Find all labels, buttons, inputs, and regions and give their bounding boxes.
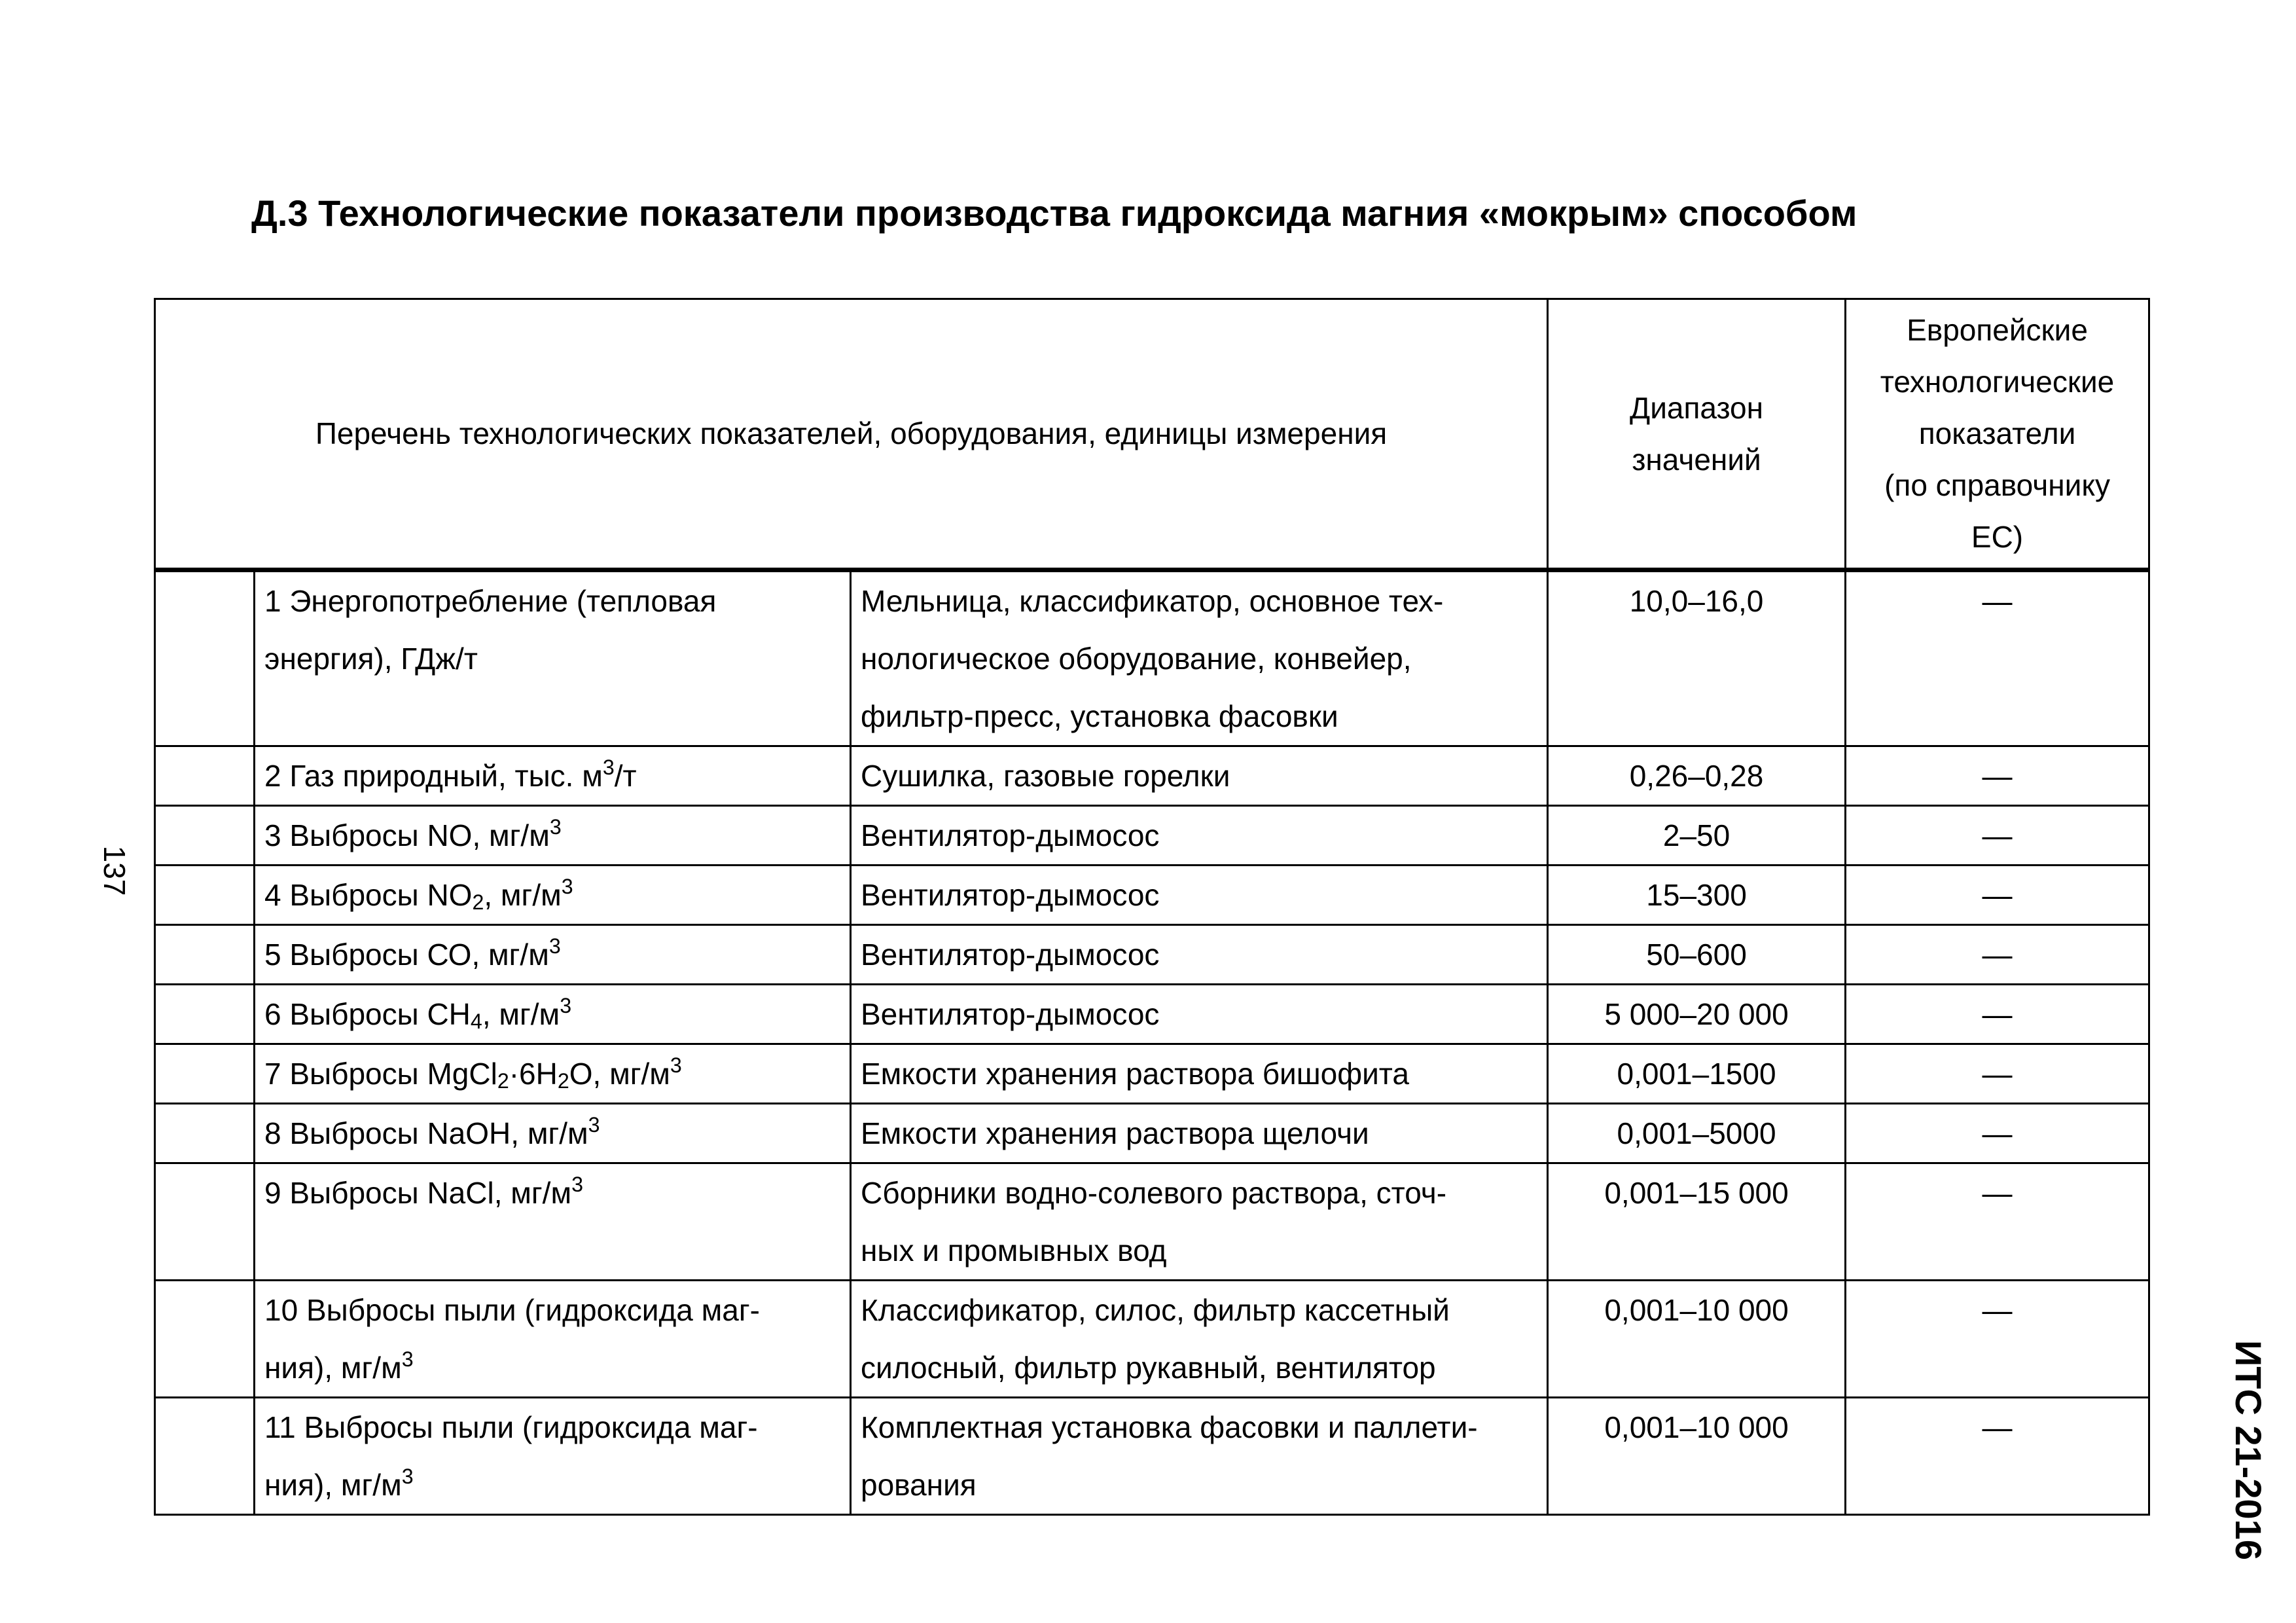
row-range: 15–300: [1548, 866, 1846, 925]
row-parameter: 10 Выбросы пыли (гидроксида маг- ния), $мг/м^3$: [255, 1281, 851, 1398]
row-equipment: Вентилятор-дымосос: [851, 985, 1548, 1044]
row-eu-value: —: [1846, 1163, 2149, 1281]
table-row: [155, 1104, 2149, 1163]
row-eu-value: —: [1846, 806, 2149, 866]
header-eu: Европейские технологические показатели (по справочнику ЕС): [1846, 299, 2149, 570]
table-row: [155, 1044, 2149, 1104]
table-row: [155, 806, 2149, 866]
row-equipment: Вентилятор-дымосос: [851, 806, 1548, 866]
row-eu-value: —: [1846, 1044, 2149, 1104]
row-equipment: Сушилка, газовые горелки: [851, 746, 1548, 806]
row-equipment: Сборники водно-солевого раствора, сточ- ных и промывных вод: [851, 1163, 1548, 1281]
row-equipment: Классификатор, силос, фильтр кассетный силосный, фильтр рукавный, вентилятор: [851, 1281, 1548, 1398]
table-row: [155, 866, 2149, 925]
row-parameter: 8 Выбросы NaOH, $мг/м^3$: [255, 1104, 851, 1163]
row-equipment: Мельница, классификатор, основное тех- нологическое оборудование, конвейер, фильтр-пресс, установка фасовки: [851, 570, 1548, 746]
row-equipment: Комплектная установка фасовки и паллети- рования: [851, 1398, 1548, 1515]
row-range: 5 000–20 000: [1548, 985, 1846, 1044]
row-parameter: 3 Выбросы NO, $мг/м^3$: [255, 806, 851, 866]
row-parameter: 11 Выбросы пыли (гидроксида маг- ния), $мг/м^3$: [255, 1398, 851, 1515]
table-row: [155, 985, 2149, 1044]
row-eu-value: —: [1846, 925, 2149, 985]
table-row: [155, 570, 2149, 746]
row-eu-value: —: [1846, 1104, 2149, 1163]
row-range: 0,001–15 000: [1548, 1163, 1846, 1281]
table-row: [155, 1398, 2149, 1515]
row-blank-cell: [155, 985, 255, 1044]
section-title: Д.3 Технологические показатели производства гидроксида магния «мокрым» способом: [251, 192, 1857, 234]
row-range: 0,001–10 000: [1548, 1398, 1846, 1515]
row-range: 10,0–16,0: [1548, 570, 1846, 746]
row-range: 0,001–10 000: [1548, 1281, 1846, 1398]
table-row: [155, 1163, 2149, 1281]
row-blank-cell: [155, 1281, 255, 1398]
row-parameter: 5 Выбросы СО, $мг/м^3$: [255, 925, 851, 985]
row-range: 50–600: [1548, 925, 1846, 985]
row-eu-value: —: [1846, 746, 2149, 806]
row-eu-value: —: [1846, 1281, 2149, 1398]
row-eu-value: —: [1846, 985, 2149, 1044]
table-header-row: [155, 299, 2149, 570]
row-blank-cell: [155, 570, 255, 746]
indicators-table: [154, 298, 2150, 1516]
row-eu-value: —: [1846, 570, 2149, 746]
page-number: 137: [98, 845, 132, 896]
row-range: 0,001–5000: [1548, 1104, 1846, 1163]
row-parameter: 6 Выбросы $СН_4$, $мг/м^3$: [255, 985, 851, 1044]
row-blank-cell: [155, 866, 255, 925]
row-parameter: 1 Энергопотребление (тепловая энергия), ГДж/т: [255, 570, 851, 746]
row-blank-cell: [155, 746, 255, 806]
table-row: [155, 746, 2149, 806]
row-blank-cell: [155, 806, 255, 866]
header-range: Диапазон значений: [1548, 299, 1846, 570]
row-parameter: 2 Газ природный, тыс. $м^3/т$: [255, 746, 851, 806]
row-range: 0,26–0,28: [1548, 746, 1846, 806]
row-parameter: 9 Выбросы NaCl, $мг/м^3$: [255, 1163, 851, 1281]
header-list: Перечень технологических показателей, оборудования, единицы измерения: [155, 299, 1548, 570]
row-blank-cell: [155, 1398, 255, 1515]
table-row: [155, 925, 2149, 985]
row-equipment: Емкости хранения раствора бишофита: [851, 1044, 1548, 1104]
row-parameter: 7 Выбросы $MgCl_2\cdot 6H_2O$, $мг/м^3$: [255, 1044, 851, 1104]
document-id: ИТС 21-2016: [2228, 1340, 2269, 1560]
row-eu-value: —: [1846, 1398, 2149, 1515]
row-eu-value: —: [1846, 866, 2149, 925]
row-equipment: Вентилятор-дымосос: [851, 866, 1548, 925]
row-equipment: Вентилятор-дымосос: [851, 925, 1548, 985]
row-blank-cell: [155, 925, 255, 985]
row-blank-cell: [155, 1163, 255, 1281]
row-blank-cell: [155, 1104, 255, 1163]
row-range: 0,001–1500: [1548, 1044, 1846, 1104]
row-range: 2–50: [1548, 806, 1846, 866]
row-blank-cell: [155, 1044, 255, 1104]
row-equipment: Емкости хранения раствора щелочи: [851, 1104, 1548, 1163]
row-parameter: 4 Выбросы $NO_2$, $мг/м^3$: [255, 866, 851, 925]
table-row: [155, 1281, 2149, 1398]
